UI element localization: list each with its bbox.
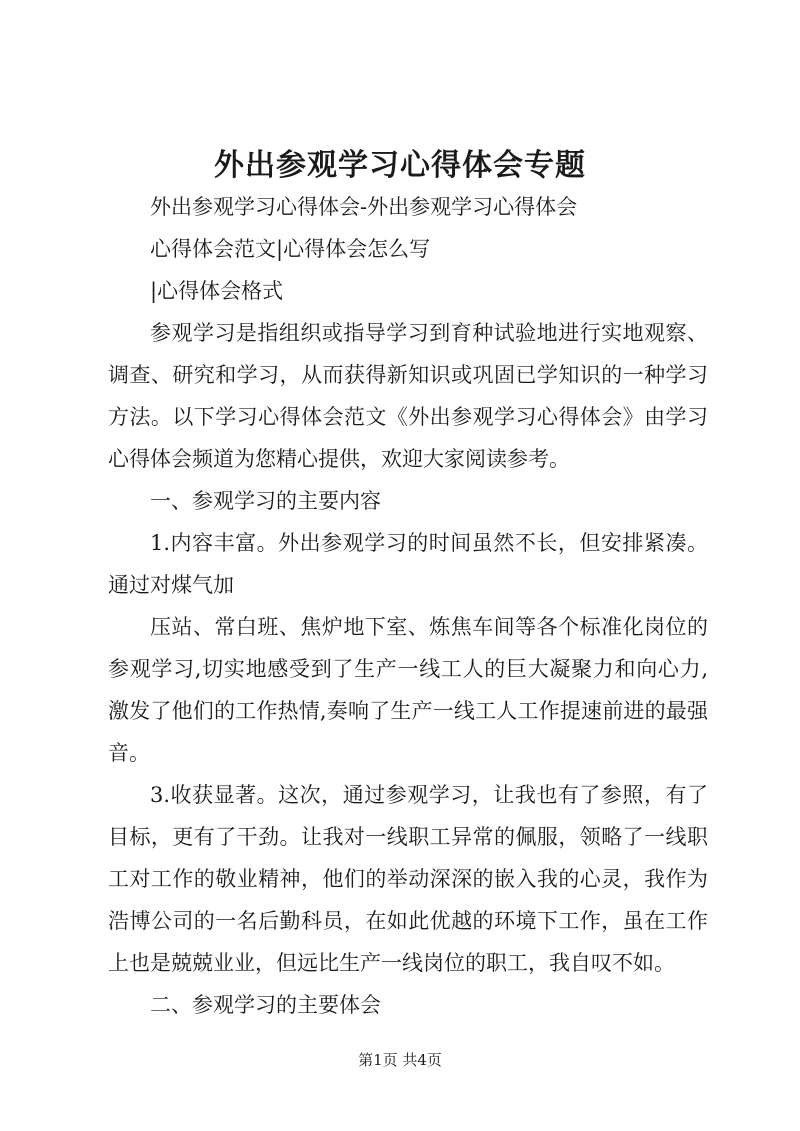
document-title: 外出参观学习心得体会专题 [214, 148, 586, 183]
section-heading: 一、参观学习的主要内容 [150, 489, 381, 513]
paragraph: 压站、常白班、焦炉地下室、炼焦车间等各个标准化岗位的参观学习,切实地感受到了生产一线工人的巨大凝聚力和向心力,激发了他们的工作热情,奏响了生产一线工人工作提速前进的最强音。 [108, 615, 708, 765]
paragraph: 外出参观学习心得体会-外出参观学习心得体会 [150, 195, 578, 219]
paragraph: 参观学习是指组织或指导学习到育种试验地进行实地观察、调查、研究和学习，从而获得新知识或巩固已学知识的一种学习方法。以下学习心得体会范文《外出参观学习心得体会》由学习心得体会频道为您精心提供，欢迎大家阅读参考。 [108, 321, 708, 471]
paragraph: 心得体会范文|心得体会怎么写 [150, 237, 431, 261]
paragraph: |心得体会格式 [150, 279, 284, 303]
document-body [108, 186, 708, 1026]
page-number-footer: 第1页 共4页 [358, 1051, 442, 1069]
paragraph: 1.内容丰富。外出参观学习的时间虽然不长，但安排紧凑。通过对煤气加 [108, 531, 708, 597]
paragraph: 3.收获显著。这次，通过参观学习，让我也有了参照，有了目标，更有了干劲。让我对一线职工异常的佩服，领略了一线职工对工作的敬业精神，他们的举动深深的嵌入我的心灵，我作为浩博公司的一名后勤科员，在如此优越的环境下工作，虽在工作上也是兢兢业业，但远比生产一线岗位的职工，我自叹不如。 [108, 783, 708, 975]
section-heading: 二、参观学习的主要体会 [150, 993, 381, 1017]
